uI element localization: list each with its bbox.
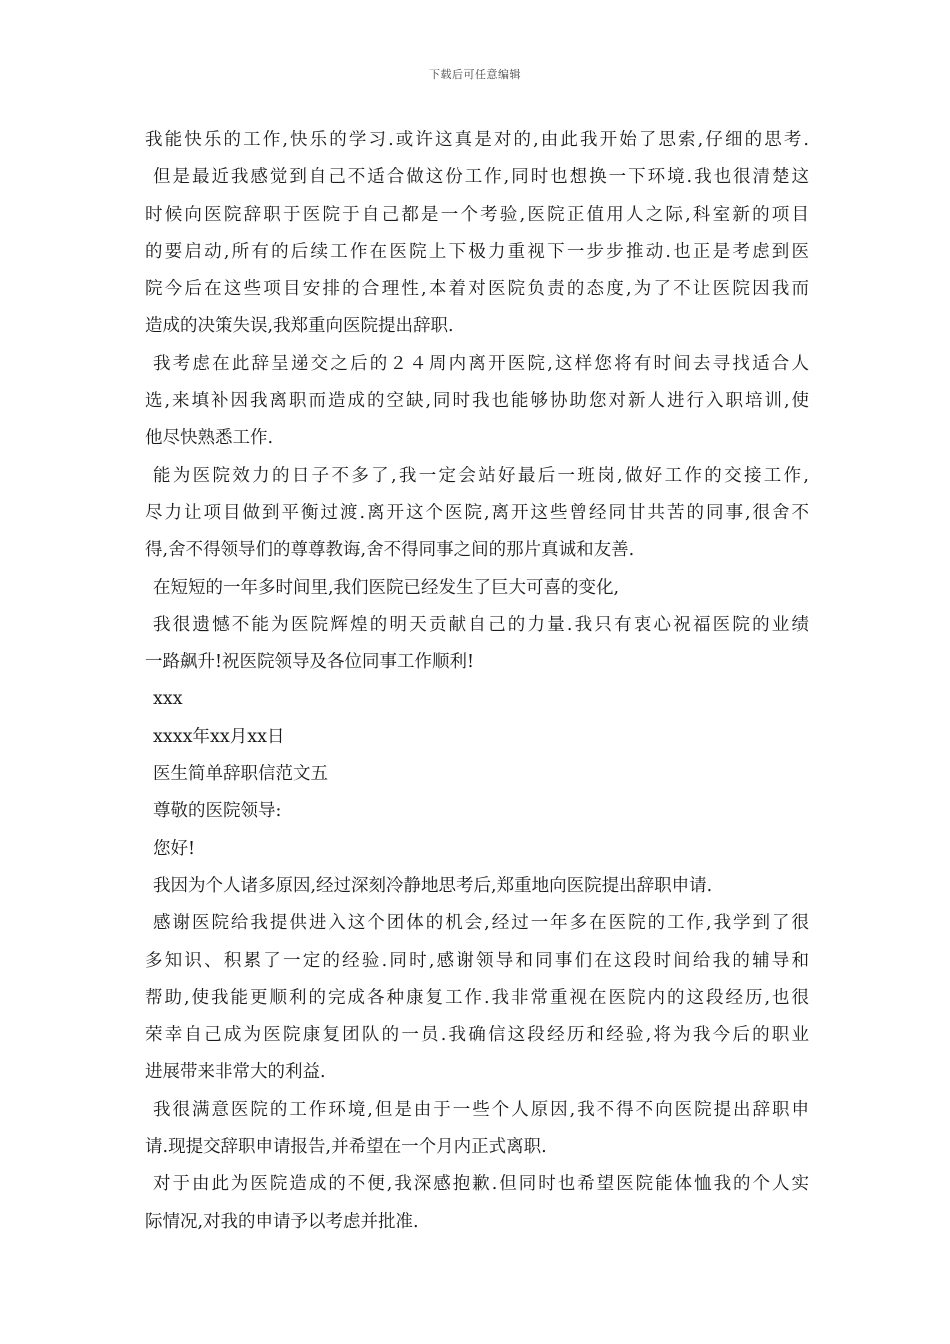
paragraph-start-line: 对于由此为医院造成的不便,我深感抱歉.但同时也希望医院能体恤我的个人实 — [153, 1174, 809, 1195]
text-line: 帮助,使我能更顺利的完成各种康复工作.我非常重视在医院内的这段经历,也很 — [145, 987, 809, 1008]
text-line: 我能快乐的工作,快乐的学习.或许这真是对的,由此我开始了思索,仔细的思考. — [145, 130, 809, 150]
text-line: 一路飙升!祝医院领导及各位同事工作顺利! — [145, 652, 475, 673]
text-line: 造成的决策失误,我郑重向医院提出辞职. — [145, 316, 454, 337]
text-line: 时候向医院辞职于医院于自己都是一个考验,医院正值用人之际,科室新的项目 — [145, 204, 809, 225]
paragraph-start-line: 我很满意医院的工作环境,但是由于一些个人原因,我不得不向医院提出辞职申 — [153, 1099, 809, 1120]
text-line: 荣幸自己成为医院康复团队的一员.我确信这段经历和经验,将为我今后的职业 — [145, 1025, 809, 1046]
document-body — [145, 122, 809, 1241]
signature-date: xxxx年xx月xx日 — [153, 726, 285, 747]
text-line: 院今后在这些项目安排的合理性,本着对医院负责的态度,为了不让医院因我而 — [145, 279, 809, 300]
text-line: 进展带来非常大的利益. — [145, 1062, 326, 1083]
paragraph-start-line: 能为医院效力的日子不多了,我一定会站好最后一班岗,做好工作的交接工作, — [153, 465, 809, 486]
salutation: 尊敬的医院领导: — [153, 801, 282, 822]
text-line: 他尽快熟悉工作. — [145, 428, 274, 449]
text-line: 请.现提交辞职申请报告,并希望在一个月内正式离职. — [145, 1137, 547, 1158]
text-line: 得,舍不得领导们的尊尊教诲,舍不得同事之间的那片真诚和友善. — [145, 540, 635, 561]
paragraph-start-line: 我很遗憾不能为医院辉煌的明天贡献自己的力量.我只有衷心祝福医院的业绩 — [153, 614, 809, 635]
paragraph-start-line: 我因为个人诸多原因,经过深刻冷静地思考后,郑重地向医院提出辞职申请. — [153, 875, 713, 896]
paragraph-start-line: 在短短的一年多时间里,我们医院已经发生了巨大可喜的变化, — [153, 577, 620, 598]
greeting: 您好! — [153, 838, 196, 859]
paragraph-start-line: 但是最近我感觉到自己不适合做这份工作,同时也想换一下环境.我也很清楚这 — [153, 167, 809, 188]
text-line: 际情况,对我的申请予以考虑并批准. — [145, 1211, 419, 1232]
page-header: 下载后可任意编辑 — [429, 68, 521, 81]
text-line: 多知识、积累了一定的经验.同时,感谢领导和同事们在这段时间给我的辅导和 — [145, 950, 809, 971]
text-line: 选,来填补因我离职而造成的空缺,同时我也能够协助您对新人进行入职培训,使 — [145, 391, 809, 412]
paragraph-start-line: 我考虑在此辞呈递交之后的２４周内离开医院,这样您将有时间去寻找适合人 — [153, 353, 809, 374]
text-line: 尽力让项目做到平衡过渡.离开这个医院,离开这些曾经同甘共苦的同事,很舍不 — [145, 502, 809, 523]
text-line: 的要启动,所有的后续工作在医院上下极力重视下一步步推动.也正是考虑到医 — [145, 241, 809, 262]
paragraph-start-line: 感谢医院给我提供进入这个团体的机会,经过一年多在医院的工作,我学到了很 — [153, 913, 809, 934]
section-title: 医生简单辞职信范文五 — [153, 764, 328, 785]
signature-name: xxx — [153, 689, 183, 710]
